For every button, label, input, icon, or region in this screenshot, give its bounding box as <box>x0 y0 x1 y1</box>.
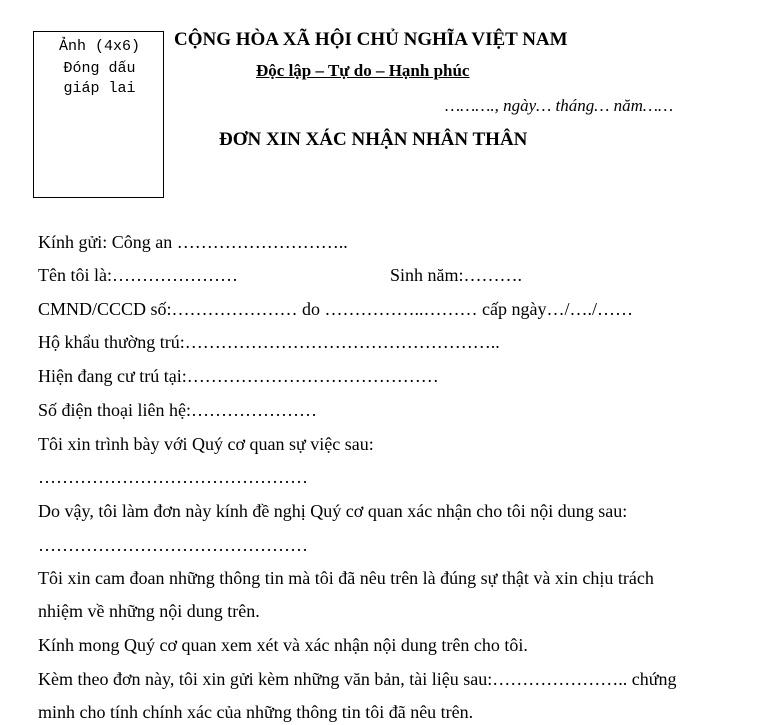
attachment-line-1: Kèm theo đơn này, tôi xin gửi kèm những văn bản, tài liệu sau:………………….. chứng <box>38 669 677 689</box>
recipient-line: Kính gửi: Công an ……………………….. <box>38 232 348 252</box>
photo-placeholder-box <box>33 31 164 198</box>
request-line: Do vậy, tôi làm đơn này kính đề nghị Quý cơ quan xác nhận cho tôi nội dung sau: <box>38 501 628 521</box>
household-field: Hộ khẩu thường trú:…………………………………………….. <box>38 332 500 352</box>
document-title: ĐƠN XIN XÁC NHẬN NHÂN THÂN <box>219 129 528 150</box>
photo-label-seal: giáp lai <box>63 80 136 97</box>
commitment-line-1: Tôi xin cam đoan những thông tin mà tôi đã nêu trên là đúng sự thật và xin chịu trách <box>38 568 654 588</box>
phone-field: Số điện thoại liên hệ:………………… <box>38 400 317 420</box>
statement-intro: Tôi xin trình bày với Quý cơ quan sự việc sau: <box>38 434 374 454</box>
country-title: CỘNG HÒA XÃ HỘI CHỦ NGHĨA VIỆT NAM <box>174 29 568 50</box>
request-dots: ……………………………………… <box>38 535 308 555</box>
photo-label-stamp: Đóng dấu <box>63 60 136 77</box>
commitment-line-2: nhiệm về những nội dung trên. <box>38 601 260 621</box>
attachment-line-2: minh cho tính chính xác của những thông tin tôi đã nêu trên. <box>38 702 474 722</box>
national-motto: Độc lập – Tự do – Hạnh phúc <box>256 61 470 80</box>
date-place-line: ………., ngày… tháng… năm…… <box>445 96 674 115</box>
residence-field: Hiện đang cư trú tại:…………………………………… <box>38 366 439 386</box>
name-field: Tên tôi là:………………… <box>38 265 238 285</box>
photo-label-size: Ảnh (4x6) <box>58 38 140 55</box>
closing-request: Kính mong Quý cơ quan xem xét và xác nhận nội dung trên cho tôi. <box>38 635 528 655</box>
statement-dots: ……………………………………… <box>38 467 308 487</box>
id-card-field: CMND/CCCD số:………………… do ……………..……… cấp ngày…/…./…… <box>38 299 634 319</box>
birth-year-field: Sinh năm:………. <box>390 265 523 285</box>
